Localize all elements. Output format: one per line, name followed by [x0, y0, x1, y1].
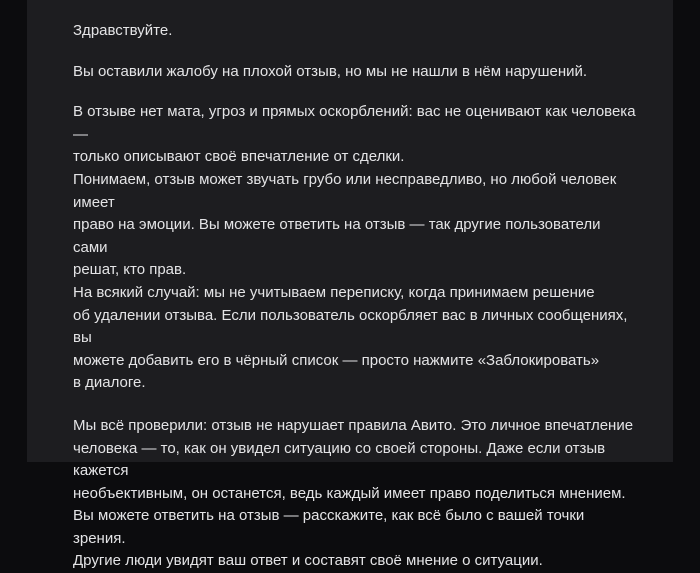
block1-line: только описывают своё впечатление от сделки.	[73, 148, 405, 166]
message-panel	[27, 0, 673, 570]
block1-line: В отзыве нет мата, угроз и прямых оскорблений: вас не оценивают как человека —	[73, 103, 636, 143]
block1-line: решат, кто прав.	[73, 261, 187, 279]
block2-line: Другие люди увидят ваш ответ и составят своё мнение о ситуации.	[73, 552, 543, 570]
intro-text: Вы оставили жалобу на плохой отзыв, но мы не нашли в нём нарушений.	[73, 62, 588, 80]
message-body	[73, 20, 639, 573]
block2-line: Вы можете ответить на отзыв — расскажите, как всё было с вашей точки зрения.	[73, 507, 585, 547]
block1-line: об удалении отзыва. Если пользователь оскорбляет вас в личных сообщениях, вы	[73, 306, 628, 347]
block2-line: Мы всё проверили: отзыв не нарушает правила Авито. Это личное впечатление	[73, 416, 634, 434]
block1-line: можете добавить его в чёрный список — просто нажмите «Заблокировать»	[73, 351, 600, 369]
block1-line: в диалоге.	[73, 374, 146, 392]
greeting-text: Здравствуйте.	[73, 22, 173, 39]
block1-line: Понимаем, отзыв может звучать грубо или несправедливо, но любой человек имеет	[73, 170, 617, 211]
block1-line: право на эмоции. Вы можете ответить на отзыв — так другие пользователи сами	[73, 216, 601, 256]
block2-line: человека — то, как он увидел ситуацию со своей стороны. Даже если отзыв кажется	[73, 439, 606, 480]
block1-line: На всякий случай: мы не учитываем переписку, когда принимаем решение	[73, 283, 595, 301]
block2-line: необъективным, он останется, ведь каждый имеет право поделиться мнением.	[73, 484, 626, 502]
